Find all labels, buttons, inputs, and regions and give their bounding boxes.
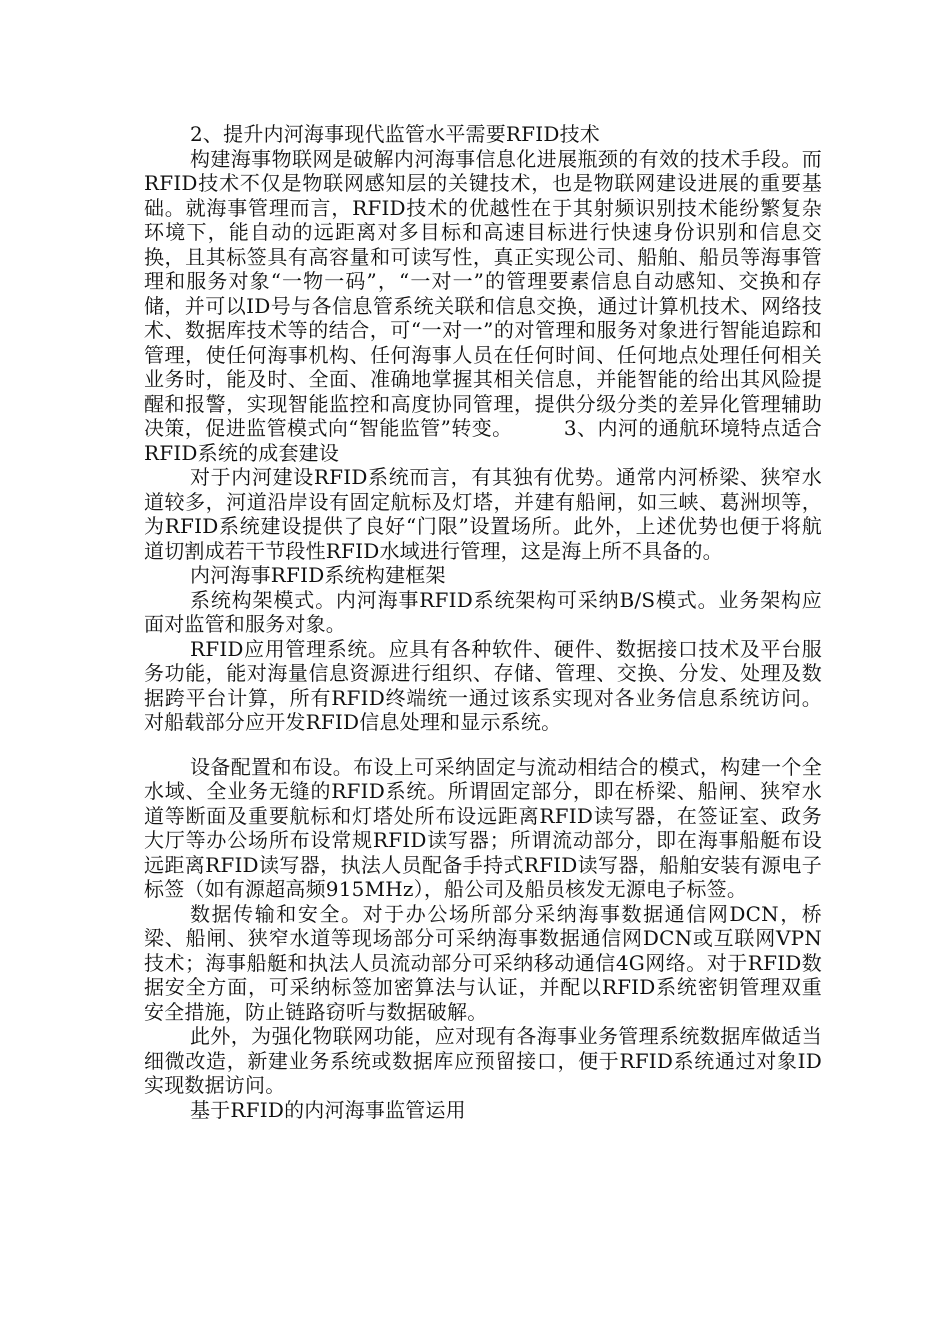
paragraph-inland-advantage: 对于内河建设RFID系统而言，有其独有优势。通常内河桥梁、狭窄水道较多，河道沿岸设有固定航标及灯塔，并建有船闸，如三峡、葛洲坝等，为RFID系统建设提供了良好“门限”设置场所。此外，上述优势也便于将航道切割成若干节段性RFID水域进行管理，这是海上所不具备的。: [144, 465, 822, 563]
section-heading-2: 2、提升内河海事现代监管水平需要RFID技术: [190, 122, 600, 146]
paragraph-equipment-layout: 设备配置和布设。布设上可采纳固定与流动相结合的模式，构建一个全水域、全业务无缝的RFID系统。所谓固定部分，即在桥梁、船闸、狭窄水道等断面及重要航标和灯塔处所布设远距离RFID读写器，在签证室、政务大厅等办公场所布设常规RFID读写器；所谓流动部分，即在海事船艇布设远距离RFID读写器，执法人员配备手持式RFID读写器，船舶安装有源电子标签（如有源超高频915MHz），船公司及船员核发无源电子标签。: [144, 754, 822, 901]
paragraph-gap: [144, 735, 822, 755]
paragraph-iot-enhancement: 此外，为强化物联网功能，应对现有各海事业务管理系统数据库做适当细微改造，新建业务系统或数据库应预留接口，便于RFID系统通过对象ID实现数据访问。: [144, 1024, 822, 1097]
section-heading-application: 基于RFID的内河海事监管运用: [190, 1097, 466, 1122]
paragraph-rfid-importance: 构建海事物联网是破解内河海事信息化进展瓶颈的有效的技术手段。而RFID技术不仅是物联网感知层的关键技术，也是物联网建设进展的重要基础。就海事管理而言，RFID技术的优越性在于其射频识别技术能纷繁复杂环境下，能自动的远距离对多目标和高速目标进行快速身份识别和信息交换，且其标签具有高容量和可读写性，真正实现公司、船舶、船员等海事管理和服务对象“一物一码”，“一对一”的管理要素信息自动感知、交换和存储，并可以ID号与各信息管系统关联和信息交换，通过计算机技术、网络技术、数据库技术等的结合，可“一对一”的对管理和服务对象进行智能追踪和管理，使任何海事机构、任何海事人员在任何时间、任何地点处理任何相关业务时，能及时、全面、准确地掌握其相关信息，并能智能的给出其风险提醒和报警，实现智能监控和高度协同管理，提供分级分类的差异化管理辅助决策，促进监管模式向“智能监管”转变。 3、内河的通航环境特点适合RFID系统的成套建设: [144, 146, 822, 465]
section-heading-framework: 内河海事RFID系统构建框架: [190, 563, 446, 587]
paragraph-system-architecture: 系统构架模式。内河海事RFID系统架构可采纳B/S模式。业务架构应面对监管和服务对象。: [144, 587, 822, 636]
paragraph-rfid-application: RFID应用管理系统。应具有各种软件、硬件、数据接口技术及平台服务功能，能对海量信息资源进行组织、存储、管理、交换、分发、处理及数据跨平台计算，所有RFID终端统一通过该系实现对各业务信息系统访问。对船载部分应开发RFID信息处理和显示系统。: [144, 636, 822, 734]
paragraph-data-transmission: 数据传输和安全。对于办公场所部分采纳海事数据通信网DCN，桥梁、船闸、狭窄水道等现场部分可采纳海事数据通信网DCN或互联网VPN技术；海事船艇和执法人员流动部分可采纳移动通信4G网络。对于RFID数据安全方面，可采纳标签加密算法与认证，并配以RFID系统密钥管理双重安全措施，防止链路窃听与数据破解。: [144, 901, 822, 1024]
